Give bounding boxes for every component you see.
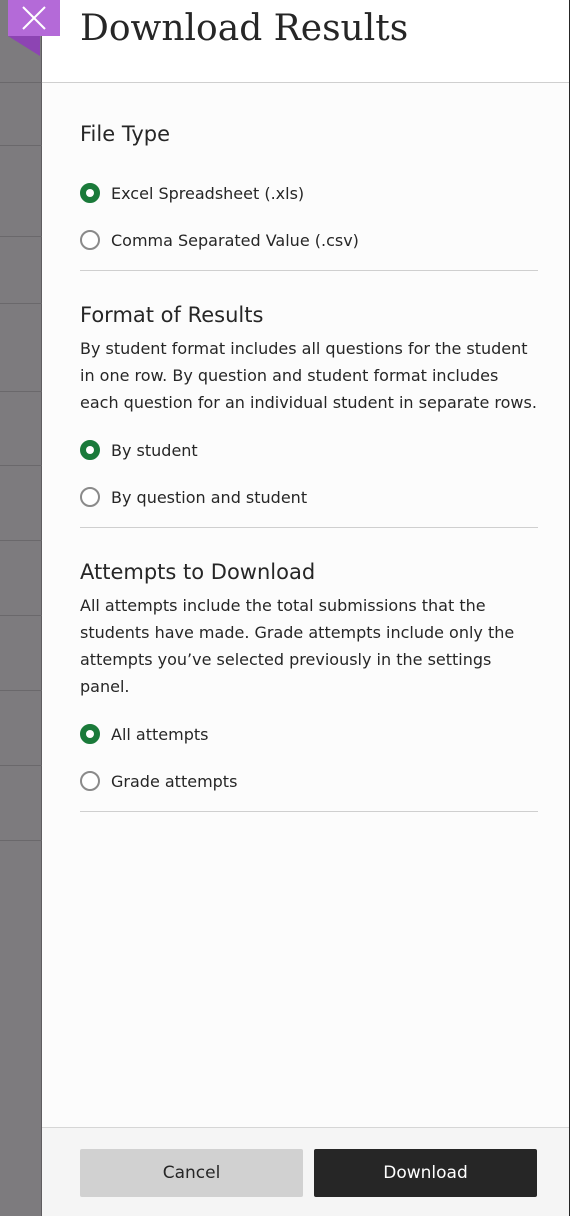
attempts-description: All attempts include the total submissions that the students have made. Grade attempts include only the attempts you’ve selected previously in the settings panel. xyxy=(80,596,515,696)
download-results-panel xyxy=(42,0,570,1216)
panel-footer xyxy=(42,1127,569,1216)
divider xyxy=(0,391,42,392)
radio-option-xls[interactable] xyxy=(80,181,538,205)
page-title: Download Results xyxy=(80,8,409,49)
close-button[interactable] xyxy=(8,0,60,36)
section-divider xyxy=(80,527,538,528)
divider xyxy=(0,82,42,83)
attempts-heading: Attempts to Download xyxy=(80,560,316,584)
radio-label: Comma Separated Value (.csv) xyxy=(111,230,359,250)
panel-header xyxy=(42,0,569,83)
radio-option-by-student[interactable] xyxy=(80,438,538,462)
file-type-heading: File Type xyxy=(80,122,171,146)
radio-label: All attempts xyxy=(111,724,209,744)
divider xyxy=(0,236,42,237)
radio-unchecked-icon[interactable] xyxy=(80,487,100,507)
divider xyxy=(0,540,42,541)
radio-label: Excel Spreadsheet (.xls) xyxy=(111,183,305,203)
close-icon xyxy=(19,3,49,33)
format-description: By student format includes all questions for the student in one row. By question and student format includes each question for an individual student in separate rows. xyxy=(80,339,537,412)
download-button[interactable]: Download xyxy=(314,1149,537,1197)
radio-label: By question and student xyxy=(111,487,308,507)
radio-unchecked-icon[interactable] xyxy=(80,771,100,791)
radio-label: By student xyxy=(111,440,198,460)
radio-option-csv[interactable] xyxy=(80,228,538,252)
background-overlay xyxy=(0,0,42,1216)
divider xyxy=(0,145,42,146)
section-divider xyxy=(80,270,538,271)
radio-checked-icon[interactable] xyxy=(80,183,100,203)
divider xyxy=(0,465,42,466)
divider xyxy=(0,690,42,691)
divider xyxy=(0,840,42,841)
cancel-button[interactable]: Cancel xyxy=(80,1149,303,1197)
divider xyxy=(0,303,42,304)
format-heading: Format of Results xyxy=(80,303,264,327)
radio-label: Grade attempts xyxy=(111,771,238,791)
radio-checked-icon[interactable] xyxy=(80,724,100,744)
radio-option-all-attempts[interactable] xyxy=(80,722,538,746)
section-divider xyxy=(80,811,538,812)
radio-option-grade-attempts[interactable] xyxy=(80,769,538,793)
radio-option-by-question-and-student[interactable] xyxy=(80,485,538,509)
divider xyxy=(0,765,42,766)
radio-unchecked-icon[interactable] xyxy=(80,230,100,250)
divider xyxy=(0,615,42,616)
panel-content xyxy=(80,83,538,812)
radio-checked-icon[interactable] xyxy=(80,440,100,460)
